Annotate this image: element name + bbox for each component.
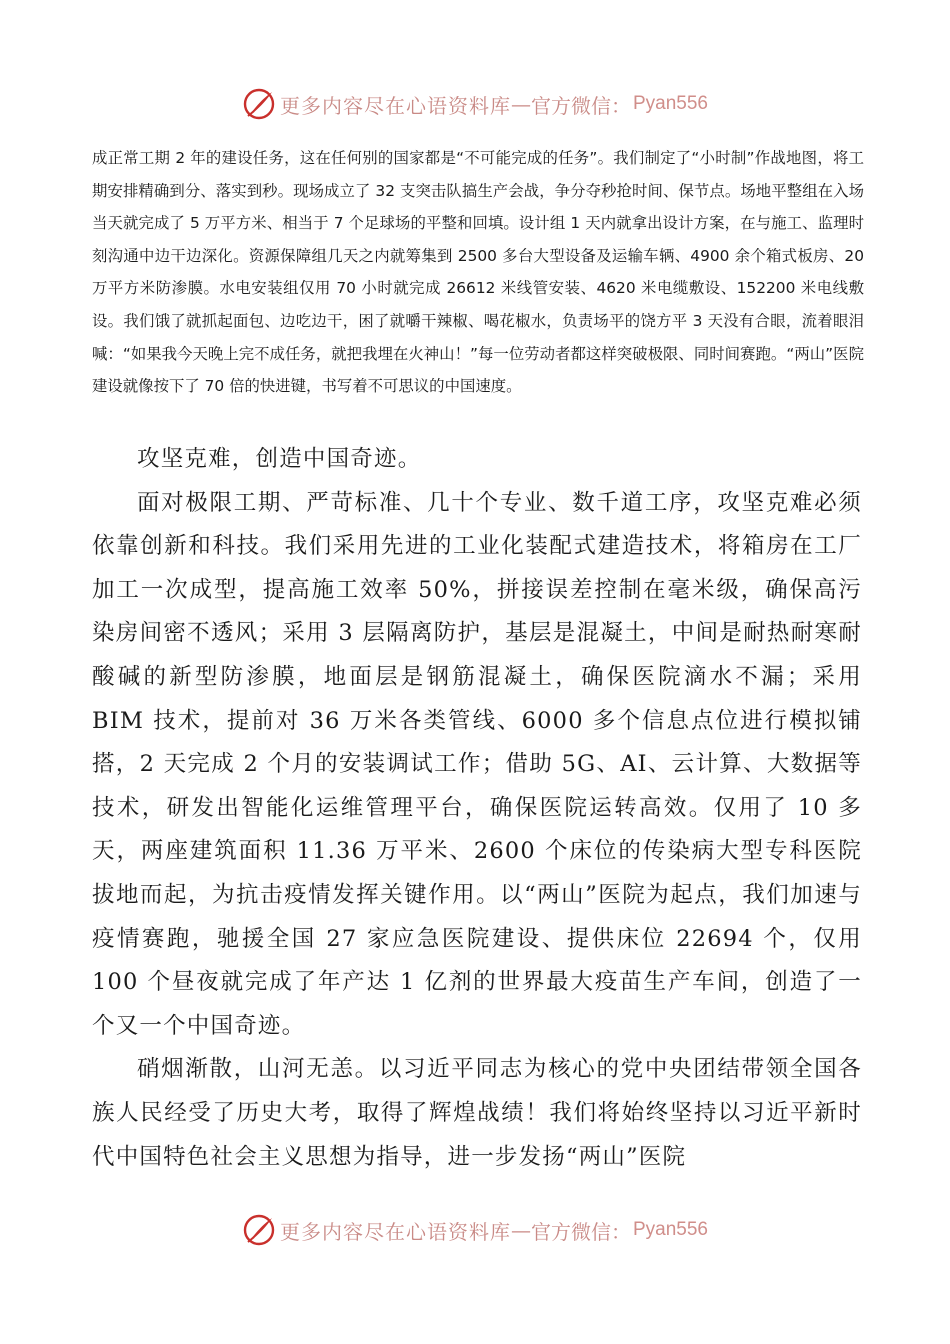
watermark-handle: Pyan556 [632,1219,708,1240]
watermark-brand: 更多内容尽在心语资料库 [279,1219,511,1244]
document-body [92,438,862,1179]
watermark-handle: Pyan556 [632,93,708,114]
body-paragraph-innovation: 面对极限工期、严苛标准、几十个专业、数千道工序，攻坚克难必须依靠创新和科技。我们采用先进的工业化装配式建造技术，将箱房在工厂加工一次成型，提高施工效率 50%，拼接误差控制在毫米级，确保高污染房间密不透风；采用 3 层隔离防护，基层是混凝土，中间是耐热耐寒耐酸碱的新型防渗膜，地面层是钢筋混凝土，确保医院滴水不漏；采用 BIM 技术，提前对 36 万米各类管线、6000 多个信息点位进行模拟铺搭，2 天完成 2 个月的安装调试工作；借助 5G、AI、云计算、大数据等技术，研发出智能化运维管理平台，确保医院运转高效。仅用了 10 多天，两座建筑面积 11.36 万平米、2600 个床位的传染病大型专科医院拔地而起，为抗击疫情发挥关键作用。以“两山”医院为起点，我们加速与疫情赛跑，驰援全国 27 家应急医院建设、提供床位 22694 个，仅用 100 个昼夜就完成了年产达 1 亿剂的世界最大疫苗生产车间，创造了一个又一个中国奇迹。 [92,489,862,1039]
watermark-header [0,84,950,124]
quill-logo-icon [242,1213,276,1247]
watermark-label: 官方微信： [530,1219,631,1244]
intro-paragraph: 成正常工期 2 年的建设任务，这在任何别的国家都是“不可能完成的任务”。我们制定了“小时制”作战地图，将工期安排精确到分、落实到秒。现场成立了 32 支突击队搞生产会战，争分夺秒抢时间、保节点。场地平整组在入场当天就完成了 5 万平方米、相当于 7 个足球场的平整和回填。设计组 1 天内就拿出设计方案，在与施工、监理时刻沟通中边干边深化。资源保障组几天之内就筹集到 2500 多台大型设备及运输车辆、4900 余个箱式板房、20 万平方米防渗膜。水电安装组仅用 70 小时就完成 26612 米线管安装、4620 米电缆敷设、152200 米电线敷设。我们饿了就抓起面包、边吃边干，困了就嚼干辣椒、喝花椒水，负责场平的饶方平 3 天没有合眼，流着眼泪喊：“如果我今天晚上完不成任务，就把我埋在火神山！”每一位劳动者都这样突破极限、同时间赛跑。“两山”医院建设就像按下了 70 倍的快进键，书写着不可思议的中国速度。 [92,149,864,396]
watermark-dash: — [510,1218,531,1242]
watermark-brand: 更多内容尽在心语资料库 [279,93,511,118]
quill-logo-icon [242,87,276,121]
body-paragraph-conclusion: 硝烟渐散，山河无恙。以习近平同志为核心的党中央团结带领全国各族人民经受了历史大考，取得了辉煌战绩！我们将始终坚持以习近平新时代中国特色社会主义思想为指导，进一步发扬“两山”医院 [92,1056,862,1170]
watermark-label: 官方微信： [530,93,631,118]
watermark-footer [0,1210,950,1250]
watermark-dash: — [510,92,531,116]
section-heading-paragraph: 攻坚克难，创造中国奇迹。 [137,446,422,472]
